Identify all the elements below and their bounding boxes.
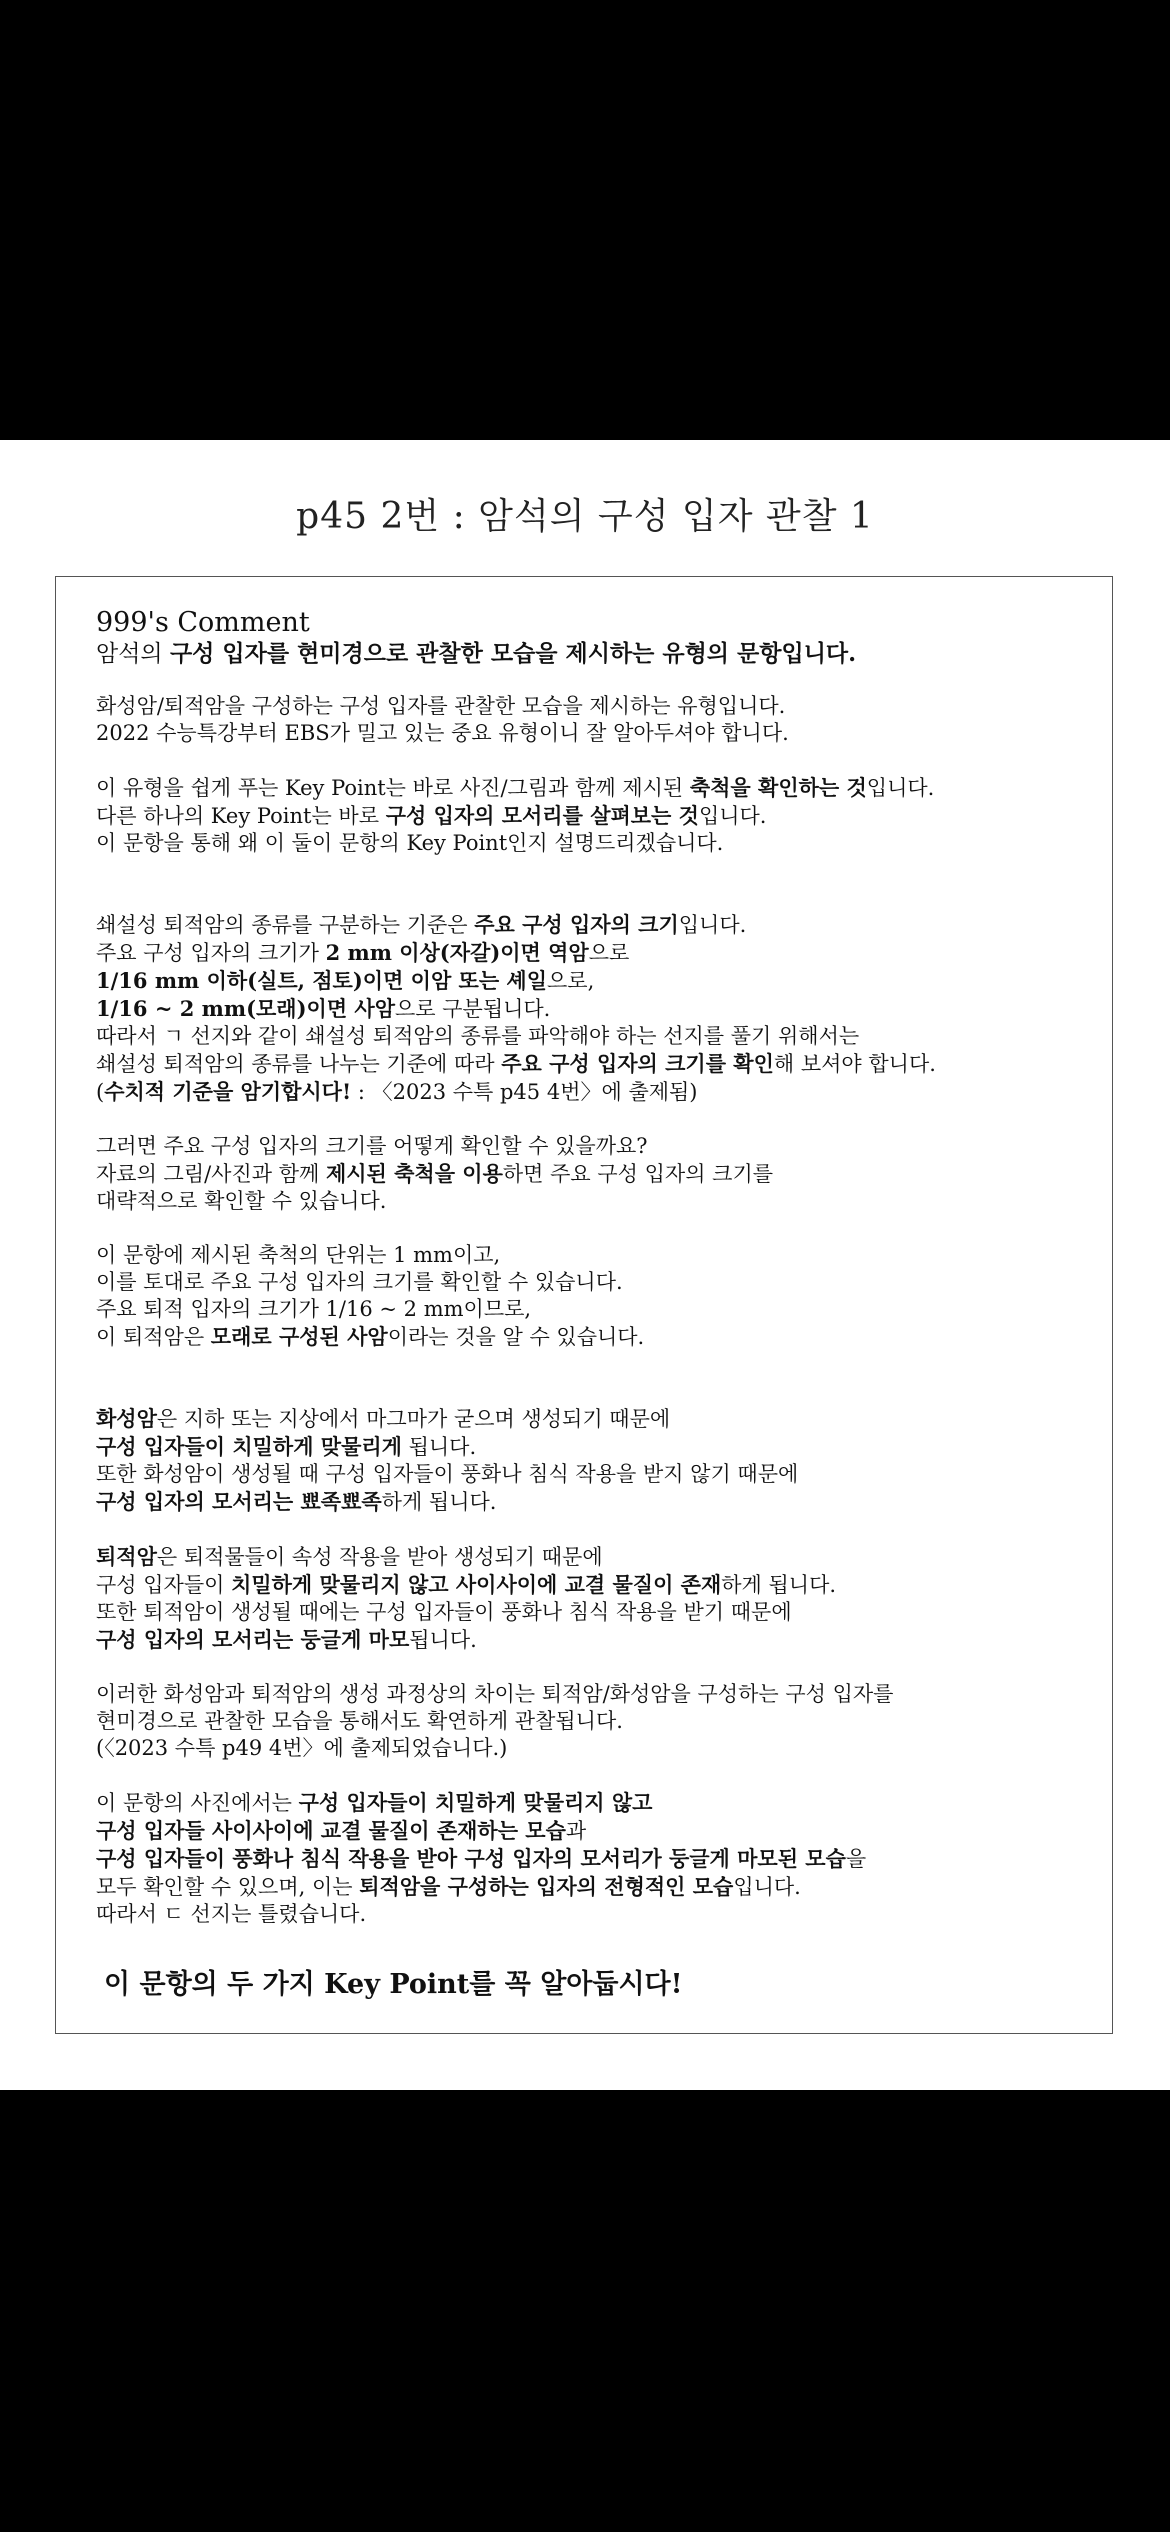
text-line — [96, 1296, 1096, 1323]
paragraph-8 — [96, 1681, 1096, 1762]
text-line — [96, 1599, 1096, 1626]
text-line — [96, 1845, 1096, 1873]
text-line — [96, 774, 1096, 802]
text-line — [96, 911, 1096, 939]
text-run: 하면 주요 구성 입자의 크기를 — [502, 1162, 774, 1186]
text-run: 입니다. — [698, 804, 767, 828]
text-run: 쇄설성 퇴적암의 종류를 구분하는 기준은 — [96, 913, 475, 937]
text-line — [96, 1735, 1096, 1762]
text-run: 하게 됩니다. — [381, 1490, 497, 1514]
text-run-bold: 2 mm 이상(자갈)이면 역암 — [325, 940, 589, 965]
text-run: 주요 구성 입자의 크기가 — [96, 941, 326, 965]
text-run: 그러면 주요 구성 입자의 크기를 어떻게 확인할 수 있을까요? — [96, 1134, 648, 1158]
paragraph-4 — [96, 1133, 1096, 1215]
text-run: 또한 퇴적암이 생성될 때에는 구성 입자들이 풍화나 침식 작용을 받기 때문에 — [96, 1600, 792, 1624]
text-run-bold: 구성 입자를 현미경으로 관찰한 모습을 제시하는 유형의 문항입니다. — [169, 640, 857, 667]
text-line — [96, 1269, 1096, 1296]
text-line — [96, 1050, 1096, 1078]
text-run: 주요 퇴적 입자의 크기가 1/16 ~ 2 mm이므로, — [96, 1297, 532, 1321]
text-line — [96, 939, 1096, 967]
text-run: ( — [96, 1080, 105, 1104]
text-run: 따라서 ㄱ 선지와 같이 쇄설성 퇴적암의 종류를 파악해야 하는 선지를 풀기 위해서는 — [96, 1024, 860, 1048]
text-line — [96, 1133, 1096, 1160]
text-run-bold: 1/16 ~ 2 mm(모래)이면 사암 — [96, 996, 395, 1021]
text-line — [96, 802, 1096, 830]
text-run-bold: 구성 입자의 모서리를 살펴보는 것 — [385, 803, 699, 828]
text-run-bold: 구성 입자들이 풍화나 침식 작용을 받아 구성 입자의 모서리가 둥글게 마모된 모습 — [96, 1846, 846, 1871]
text-run: 은 지하 또는 지상에서 마그마가 굳으며 생성되기 때문에 — [156, 1407, 671, 1431]
text-run: 이 문항의 사진에서는 — [96, 1791, 299, 1815]
text-line — [96, 1708, 1096, 1735]
text-run: 구성 입자들이 — [96, 1573, 232, 1597]
text-run-bold: 제시된 축척을 이용 — [325, 1161, 503, 1186]
page-title: p45 2번 : 암석의 구성 입자 관찰 1 — [296, 496, 874, 537]
text-line — [96, 1461, 1096, 1488]
text-line — [96, 1023, 1096, 1050]
text-run-bold: 주요 구성 입자의 크기를 확인 — [501, 1051, 774, 1076]
text-run: 이 문항을 통해 왜 이 둘이 문항의 Key Point인지 설명드리겠습니다. — [96, 831, 724, 855]
text-line — [96, 1242, 1096, 1269]
text-run: 따라서 ㄷ 선지는 틀렸습니다. — [96, 1902, 367, 1926]
text-run: 이 퇴적암은 — [96, 1325, 211, 1349]
text-line — [96, 1160, 1096, 1188]
paragraph-9 — [96, 1789, 1096, 1928]
text-line — [96, 1873, 1096, 1901]
document-page — [0, 440, 1170, 2090]
text-run-bold: 모래로 구성된 사암 — [210, 1324, 388, 1349]
text-run-bold: 구성 입자들이 치밀하게 맞물리게 — [96, 1434, 402, 1459]
text-run: 2022 수능특강부터 EBS가 밀고 있는 중요 유형이니 잘 알아두셔야 합니다. — [96, 721, 789, 745]
text-run: 이라는 것을 알 수 있습니다. — [387, 1325, 645, 1349]
comment-subtitle — [96, 639, 1096, 669]
text-line — [96, 1188, 1096, 1215]
text-line — [96, 1488, 1096, 1516]
text-line — [96, 1571, 1096, 1599]
paragraph-3 — [96, 911, 1096, 1106]
text-line — [96, 720, 1096, 747]
paragraph-6 — [96, 1405, 1096, 1516]
paragraph-2 — [96, 774, 1096, 857]
text-line — [96, 693, 1096, 720]
text-line — [96, 830, 1096, 857]
text-run-bold: 치밀하게 맞물리지 않고 사이사이에 교결 물질이 존재 — [231, 1572, 722, 1597]
comment-box — [55, 576, 1113, 2034]
text-run: 화성암/퇴적암을 구성하는 구성 입자를 관찰한 모습을 제시하는 유형입니다. — [96, 694, 786, 718]
comment-heading: 999's Comment — [96, 607, 310, 638]
text-run-bold: 1/16 mm 이하(실트, 점토)이면 이암 또는 셰일 — [96, 968, 547, 993]
text-line — [96, 1901, 1096, 1928]
text-run: 입니다. — [866, 776, 935, 800]
text-line — [96, 1323, 1096, 1351]
text-run: 쇄설성 퇴적암의 종류를 나누는 기준에 따라 — [96, 1052, 502, 1076]
text-run-bold: 구성 입자의 모서리는 둥글게 마모 — [96, 1627, 410, 1652]
paragraph-7 — [96, 1543, 1096, 1654]
text-run: 과 — [565, 1819, 587, 1843]
text-run-bold: 구성 입자의 모서리는 뾰족뾰족 — [96, 1489, 382, 1514]
text-run: 이 유형을 쉽게 푸는 Key Point는 바로 사진/그림과 함께 제시된 — [96, 776, 690, 800]
text-run: 하게 됩니다. — [721, 1573, 837, 1597]
text-run: 이 문항에 제시된 축척의 단위는 1 mm이고, — [96, 1243, 501, 1267]
text-run: 으로, — [547, 969, 595, 993]
text-run-bold: 구성 입자들이 치밀하게 맞물리지 않고 — [298, 1790, 653, 1815]
text-line — [96, 1817, 1096, 1845]
text-run: 해 보셔야 합니다. — [773, 1052, 936, 1076]
text-run-bold: 퇴적암 — [96, 1544, 157, 1569]
text-run: 으로 — [588, 941, 630, 965]
paragraph-5 — [96, 1242, 1096, 1351]
text-run: 다른 하나의 Key Point는 바로 — [96, 804, 386, 828]
text-run-bold: 수치적 기준을 암기합시다! — [104, 1079, 352, 1104]
text-run-bold: 축척을 확인하는 것 — [689, 775, 867, 800]
closing-note: 이 문항의 두 가지 Key Point를 꼭 알아둡시다! — [104, 1969, 683, 2000]
text-run-bold: 구성 입자들 사이사이에 교결 물질이 존재하는 모습 — [96, 1818, 566, 1843]
text-run: 은 퇴적물들이 속성 작용을 받아 생성되기 때문에 — [156, 1545, 603, 1569]
text-run: 모두 확인할 수 있으며, 이는 — [96, 1875, 360, 1899]
text-line — [96, 1626, 1096, 1654]
text-run: 을 — [845, 1847, 867, 1871]
text-line — [96, 995, 1096, 1023]
text-run: 이러한 화성암과 퇴적암의 생성 과정상의 차이는 퇴적암/화성암을 구성하는 구성 입자를 — [96, 1682, 894, 1706]
text-run: 이를 토대로 주요 구성 입자의 크기를 확인할 수 있습니다. — [96, 1270, 623, 1294]
text-run: 입니다. — [678, 913, 747, 937]
text-line — [96, 1078, 1096, 1106]
text-run: 대략적으로 확인할 수 있습니다. — [96, 1189, 387, 1213]
text-line — [96, 1543, 1096, 1571]
text-run: 됩니다. — [409, 1628, 477, 1652]
text-line — [96, 1433, 1096, 1461]
text-run: 또한 화성암이 생성될 때 구성 입자들이 풍화나 침식 작용을 받지 않기 때문에 — [96, 1462, 799, 1486]
text-line — [96, 1681, 1096, 1708]
text-run: 으로 구분됩니다. — [395, 997, 551, 1021]
text-run: 암석의 — [96, 641, 170, 667]
text-run-bold: 퇴적암을 구성하는 입자의 전형적인 모습 — [359, 1874, 734, 1899]
text-line — [96, 967, 1096, 995]
text-run: 자료의 그림/사진과 함께 — [96, 1162, 326, 1186]
text-run-bold: 주요 구성 입자의 크기 — [474, 912, 679, 937]
comment-content — [96, 607, 1096, 2002]
text-run: : 〈2023 수특 p45 4번〉에 출제됨) — [351, 1080, 698, 1104]
text-run: 현미경으로 관찰한 모습을 통해서도 확연하게 관찰됩니다. — [96, 1709, 623, 1733]
text-run-bold: 화성암 — [96, 1406, 157, 1431]
text-line — [96, 1405, 1096, 1433]
text-run: 됩니다. — [401, 1435, 477, 1459]
text-line — [96, 1789, 1096, 1817]
text-run: (〈2023 수특 p49 4번〉에 출제되었습니다.) — [96, 1736, 508, 1760]
paragraph-1 — [96, 693, 1096, 747]
text-run: 입니다. — [733, 1875, 801, 1899]
